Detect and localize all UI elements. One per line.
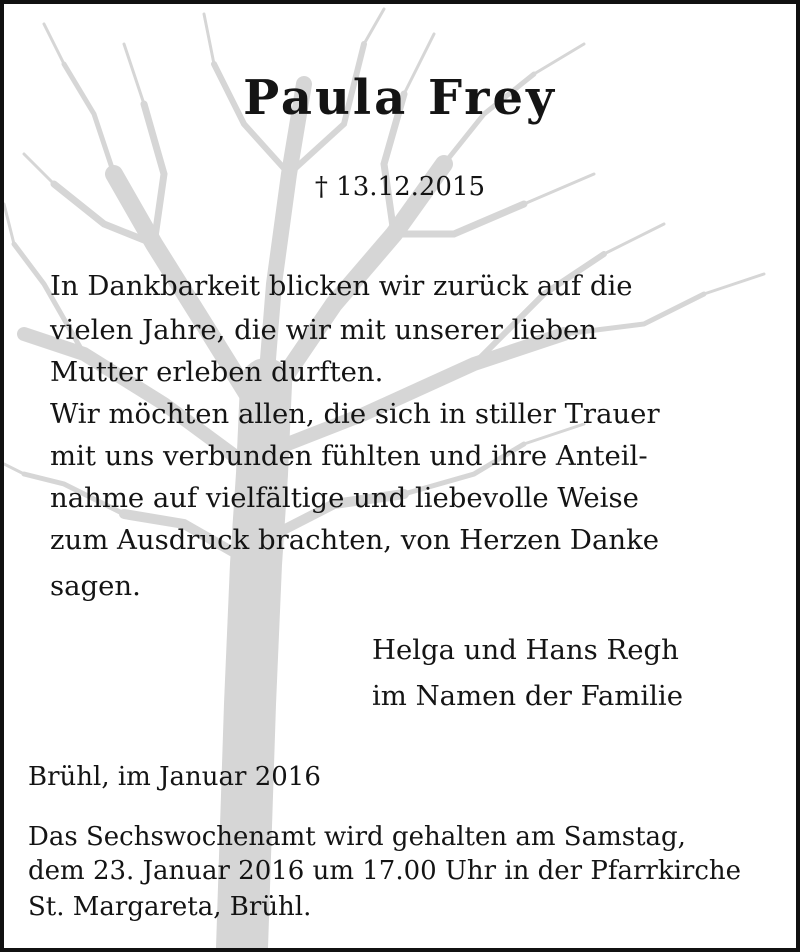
- death-date: † 13.12.2015: [314, 172, 486, 202]
- deceased-name: Paula Frey: [243, 70, 557, 126]
- body-line: vielen Jahre, die wir mit unserer lieben: [50, 314, 598, 346]
- body-line: mit uns verbunden fühlten und ihre Anteil-: [50, 440, 648, 472]
- body-line: Wir möchten allen, die sich in stiller Trauer: [50, 398, 660, 430]
- body-line: nahme auf vielfältige und liebevolle Weise: [50, 482, 639, 514]
- service-line: dem 23. Januar 2016 um 17.00 Uhr in der Pfarrkirche: [28, 856, 742, 886]
- body-line: zum Ausdruck brachten, von Herzen Danke: [50, 524, 660, 556]
- body-line: In Dankbarkeit blicken wir zurück auf die: [50, 270, 633, 302]
- service-line: Das Sechswochenamt wird gehalten am Samstag,: [28, 822, 686, 852]
- service-line: St. Margareta, Brühl.: [28, 892, 312, 922]
- place-date: Brühl, im Januar 2016: [28, 762, 321, 792]
- tree-background-image: [4, 4, 796, 948]
- signature-names: Helga und Hans Regh: [372, 634, 679, 666]
- body-line: sagen.: [50, 570, 141, 602]
- body-line: Mutter erleben durften.: [50, 356, 384, 388]
- signature-family: im Namen der Familie: [372, 680, 683, 712]
